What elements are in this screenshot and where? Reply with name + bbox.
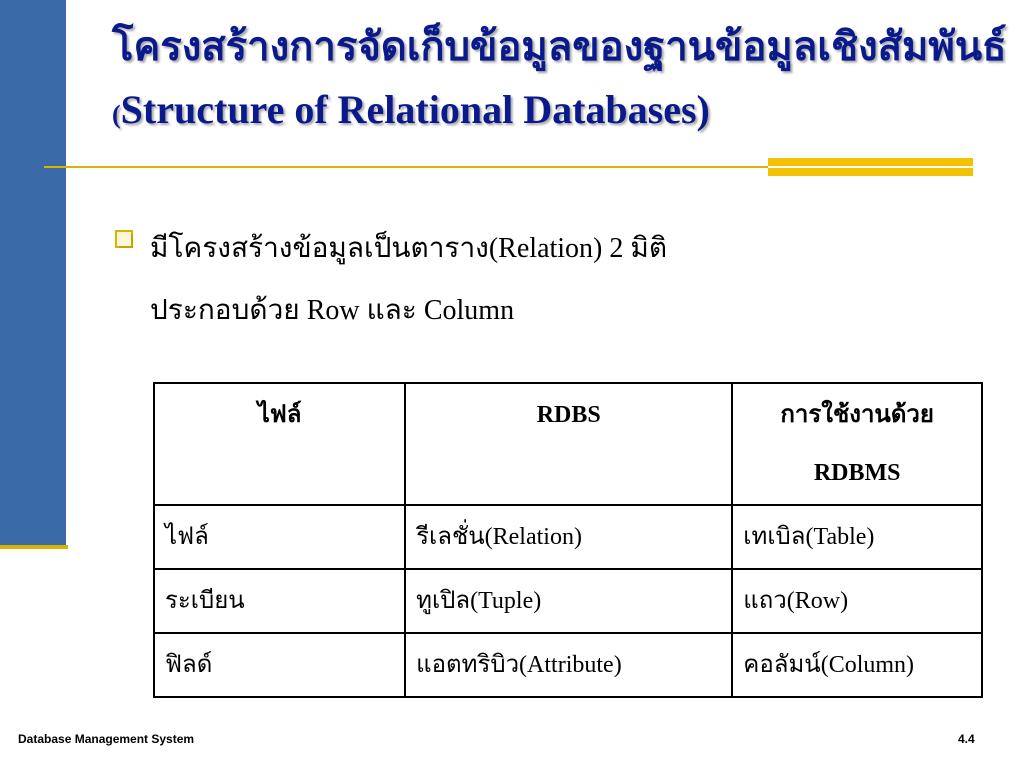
title-english-text: Structure of Relational Databases): [120, 87, 710, 132]
left-accent-bar: [0, 0, 66, 545]
table-header-cell: การใช้งานด้วย RDBMS: [732, 383, 982, 505]
table-cell: รีเลชั่น(Relation): [405, 505, 732, 569]
footer-course-name: Database Management System: [18, 732, 195, 746]
left-accent-rule: [0, 545, 68, 549]
footer-slide-number: 4.4: [958, 732, 975, 746]
table-row: [154, 505, 982, 569]
table-cell: ทูเปิล(Tuple): [405, 569, 732, 633]
terminology-table: [153, 382, 983, 698]
table-cell: เทเบิล(Table): [732, 505, 982, 569]
table-header-row: [154, 383, 982, 505]
slide-title-thai: โครงสร้างการจัดเก็บข้อมูลของฐานข้อมูลเชิงสัมพันธ์: [112, 24, 1007, 69]
title-divider-accent: [768, 158, 973, 176]
bullet-line-2: ประกอบด้วย Row และ Column: [150, 295, 515, 326]
checkbox-bullet-icon: [115, 230, 133, 248]
title-divider-line: [44, 166, 768, 168]
table-cell: ระเบียน: [154, 569, 405, 633]
title-paren-open: (: [112, 100, 121, 129]
table-row: [154, 569, 982, 633]
table-cell: แถว(Row): [732, 569, 982, 633]
bullet-point: [150, 218, 667, 342]
slide-title-english: [112, 86, 710, 133]
table-row: [154, 633, 982, 697]
table-cell: คอลัมน์(Column): [732, 633, 982, 697]
bullet-line-1: มีโครงสร้างข้อมูลเป็นตาราง(Relation) 2 มิติ: [150, 233, 668, 264]
table-cell: แอตทริบิว(Attribute): [405, 633, 732, 697]
table-cell: ฟิลด์: [154, 633, 405, 697]
table-header-cell: RDBS: [405, 383, 732, 505]
table-header-cell: ไฟล์: [154, 383, 405, 505]
table-cell: ไฟล์: [154, 505, 405, 569]
